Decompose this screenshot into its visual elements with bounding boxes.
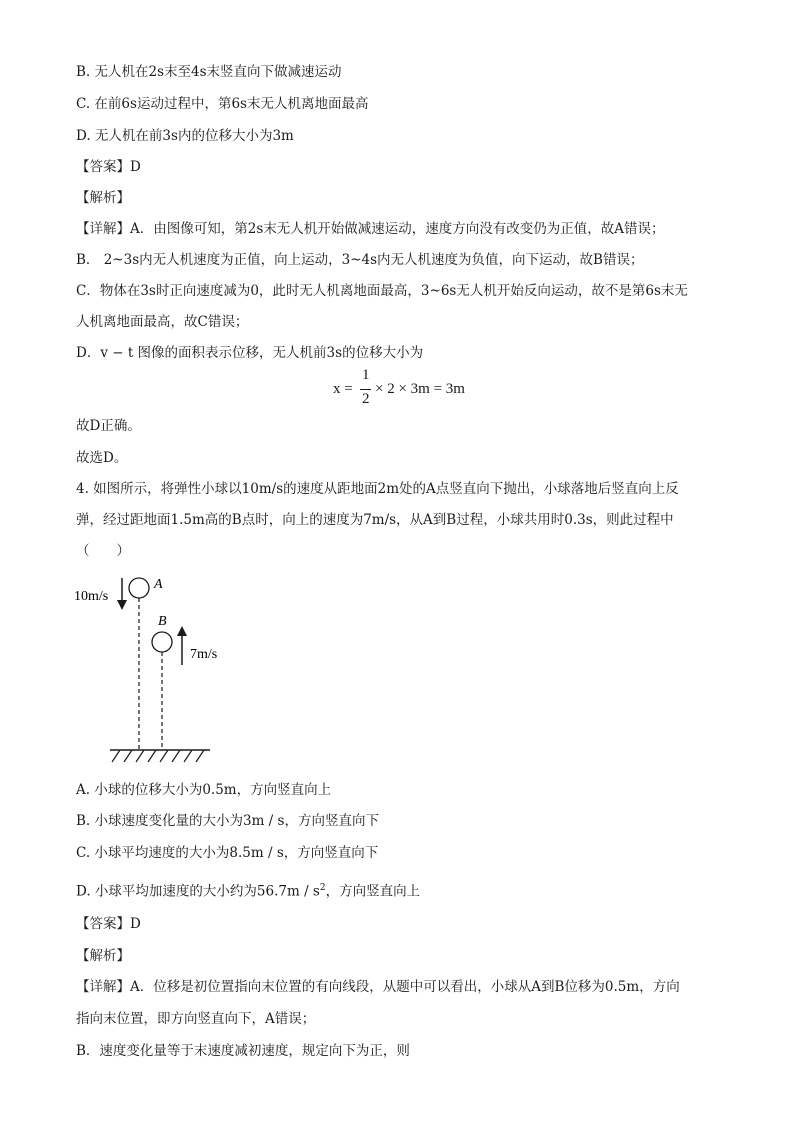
formula-rhs: × 2 × 3m = 3m xyxy=(375,381,465,397)
q3-analysis-heading: 【解析】 xyxy=(76,190,130,206)
q3-option-d: D. 无人机在前3s内的位移大小为3m xyxy=(76,128,294,144)
q4-option-d-main: D. 小球平均加速度的大小约为56.7m / s xyxy=(76,883,320,900)
q4-stem-line3: （ ） xyxy=(76,543,130,559)
displacement-formula xyxy=(333,367,473,412)
q3-choice: 故选D。 xyxy=(76,450,128,466)
q4-option-d-sup: 2 xyxy=(319,883,326,893)
q4-option-a: A. 小球的位移大小为0.5m，方向竖直向上 xyxy=(76,782,332,798)
formula-numerator: 1 xyxy=(362,367,370,383)
fraction-bar xyxy=(360,389,371,390)
ball-diagram xyxy=(72,570,222,770)
q4-analysis-heading: 【解析】 xyxy=(76,948,130,964)
ground-hatching xyxy=(112,750,204,762)
ball-a-circle xyxy=(129,578,149,598)
q4-explanation-a1: 【详解】A．位移是初位置指向末位置的有向线段，从题中可以看出，小球从A到B位移为0.5m，方向 xyxy=(76,979,680,995)
q3-answer: 【答案】D xyxy=(76,159,141,175)
q3-explanation-c1: C．物体在3s时正向速度减为0，此时无人机离地面最高，3~6s无人机开始反向运动，故不是第6s末无 xyxy=(76,283,688,299)
q3-explanation-d: D．v − t 图像的面积表示位移，无人机前3s的位移大小为 xyxy=(76,345,424,361)
ball-b-circle xyxy=(152,632,172,652)
q3-explanation-a: 【详解】A．由图像可知，第2s末无人机开始做减速运动，速度方向没有改变仍为正值，故A错误； xyxy=(76,221,665,237)
q4-explanation-b: B．速度变化量等于末速度减初速度，规定向下为正，则 xyxy=(76,1043,410,1059)
label-b: B xyxy=(158,614,167,629)
q4-stem-line2: 弹，经过距地面1.5m高的B点时，向上的速度为7m/s，从A到B过程，小球共用时0.3s，则此过程中 xyxy=(76,512,674,528)
down-arrowhead-icon xyxy=(117,600,127,610)
label-a: A xyxy=(154,577,163,592)
formula-denominator: 2 xyxy=(362,391,370,407)
q3-conclusion: 故D正确。 xyxy=(76,418,141,434)
speed-down-label: 10m/s xyxy=(74,589,109,604)
q3-explanation-b: B． 2~3s内无人机速度为正值，向上运动，3~4s内无人机速度为负值，向下运动，故B错误； xyxy=(76,252,644,268)
q3-option-c: C. 在前6s运动过程中，第6s末无人机离地面最高 xyxy=(76,96,369,112)
up-arrowhead-icon xyxy=(177,626,187,636)
q4-option-b: B. 小球速度变化量的大小为3m / s，方向竖直向下 xyxy=(76,813,379,829)
q3-option-b: B. 无人机在2s末至4s末竖直向下做减速运动 xyxy=(76,64,342,80)
speed-up-label: 7m/s xyxy=(190,647,218,662)
formula-lhs: x = xyxy=(333,381,353,397)
q4-option-d-tail: ，方向竖直向上 xyxy=(325,883,421,900)
q4-stem-line1: 4. 如图所示，将弹性小球以10m/s的速度从距地面2m处的A点竖直向下抛出，小球落地后竖直向上反 xyxy=(76,481,679,497)
q4-explanation-a2: 指向末位置，即方向竖直向下，A错误； xyxy=(76,1011,316,1027)
q4-answer: 【答案】D xyxy=(76,916,141,932)
q4-option-c: C. 小球平均速度的大小为8.5m / s，方向竖直向下 xyxy=(76,845,379,861)
q3-explanation-c2: 人机离地面最高，故C错误； xyxy=(76,314,249,330)
q4-option-d xyxy=(76,878,420,902)
